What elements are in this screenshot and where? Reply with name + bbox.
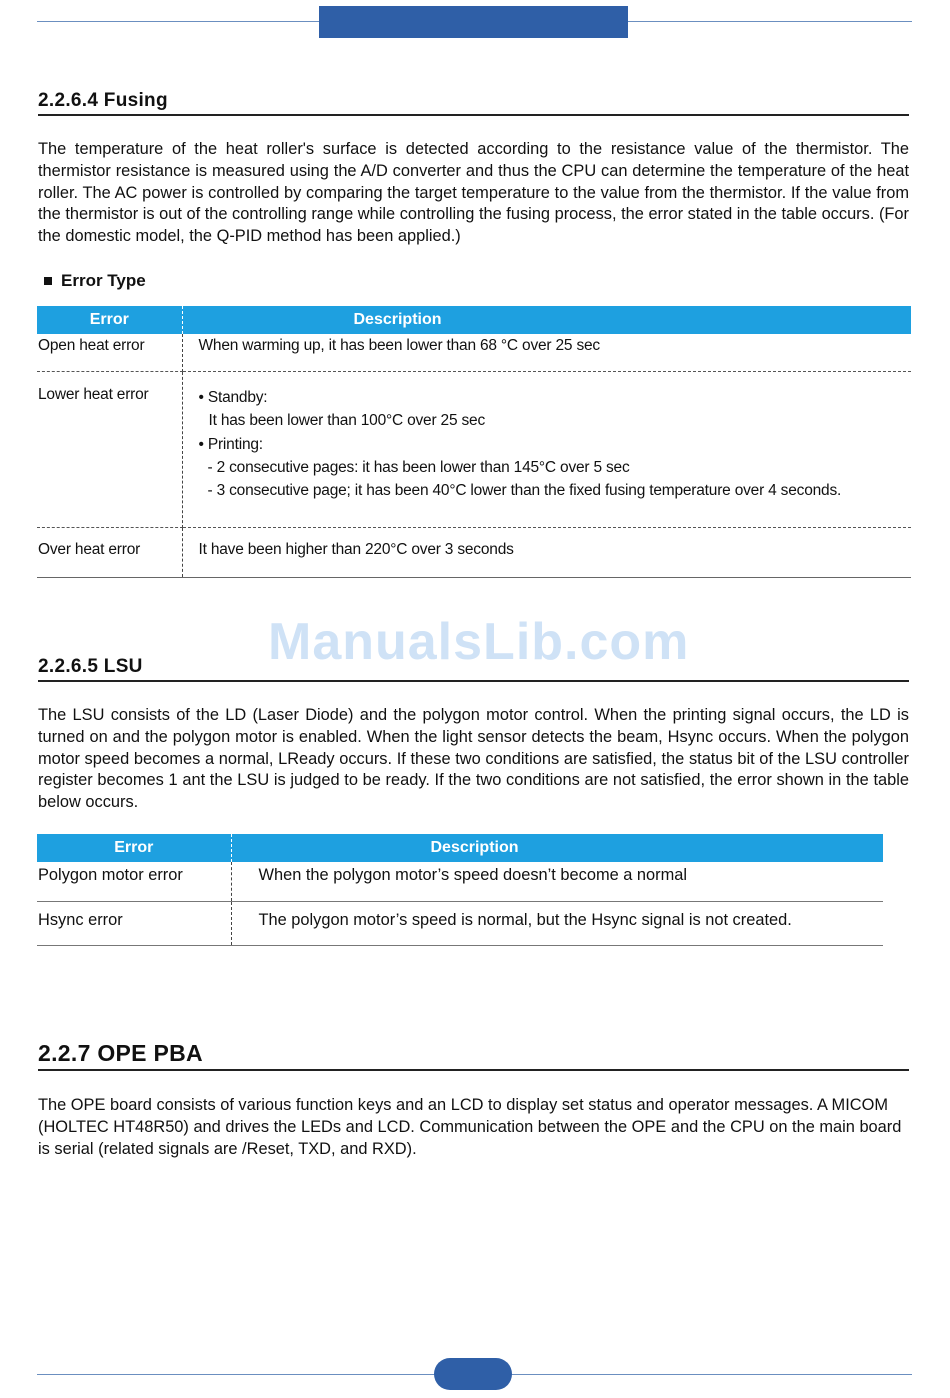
table-row bbox=[37, 334, 911, 372]
description-cell: When the polygon motor’s speed doesn’t become a normal bbox=[258, 866, 688, 884]
lsu-paragraph-wrap bbox=[38, 705, 909, 814]
description-cell: The polygon motor’s speed is normal, but the Hsync signal is not created. bbox=[258, 911, 792, 929]
fusing-heading: 2.2.6.4 Fusing bbox=[38, 90, 909, 116]
error-cell: Lower heat error bbox=[37, 372, 182, 528]
square-bullet-icon bbox=[44, 277, 52, 285]
ope-section bbox=[38, 1040, 909, 1071]
table-row bbox=[37, 372, 911, 528]
fusing-paragraph: The temperature of the heat roller's surface is detected according to the resistance value of the thermistor. The thermistor resistance is measured using the A/D converter and thus the CPU can determine the temperature of the heat roller. The AC power is controlled by comparing the target temperature to the value from the thermistor. If the value from the thermistor is out of the controlling range while controlling the fusing process, the error stated in the table occurs. (For the domestic model, the Q-PID method has been applied.) bbox=[38, 140, 909, 246]
table-row bbox=[37, 862, 883, 902]
fusing-error-table bbox=[37, 306, 911, 578]
description-line: It have been higher than 220°C over 3 seconds bbox=[198, 541, 514, 558]
lsu-heading: 2.2.6.5 LSU bbox=[38, 656, 909, 682]
description-line: It has been lower than 100°C over 25 sec bbox=[208, 412, 486, 430]
description-line: • Printing: bbox=[198, 435, 263, 453]
page-number-badge bbox=[434, 1358, 512, 1390]
ope-paragraph: The OPE board consists of various function keys and an LCD to display set status and operator messages. A MICOM (HOLTEC HT48R50) and drives the LEDs and LCD. Communication between the OPE and the CPU on the main board is serial (related signals are /Reset, TXD, and RXD). bbox=[38, 1096, 902, 1158]
fusing-paragraph-wrap bbox=[38, 139, 909, 248]
error-type-label: Error Type bbox=[61, 271, 146, 290]
description-cell bbox=[182, 334, 911, 372]
description-line: • Standby: bbox=[198, 389, 268, 406]
error-cell: Open heat error bbox=[37, 334, 182, 372]
fusing-col-description: Description bbox=[182, 306, 911, 334]
fusing-section bbox=[38, 90, 909, 116]
description-cell bbox=[182, 372, 911, 528]
ope-heading: 2.2.7 OPE PBA bbox=[38, 1040, 909, 1071]
watermark: ManualsLib.com bbox=[268, 613, 690, 671]
error-cell: Over heat error bbox=[37, 528, 182, 578]
lsu-error-table bbox=[37, 834, 883, 946]
fusing-col-error: Error bbox=[37, 306, 182, 334]
table-row bbox=[37, 528, 911, 578]
lsu-col-description: Description bbox=[231, 834, 883, 862]
description-cell bbox=[182, 528, 911, 578]
table-row bbox=[37, 902, 883, 946]
description-line: - 2 consecutive pages: it has been lower than 145°C over 5 sec bbox=[207, 458, 630, 476]
description-line: - 3 consecutive page; it has been 40°C lower than the fixed fusing temperature over 4 seconds. bbox=[207, 482, 842, 500]
lsu-section bbox=[38, 656, 909, 682]
error-type-subheading bbox=[38, 271, 909, 291]
description-line: When warming up, it has been lower than 68 °C over 25 sec bbox=[198, 337, 600, 354]
header-bar bbox=[319, 6, 628, 38]
error-cell: Polygon motor error bbox=[37, 862, 231, 902]
ope-paragraph-wrap bbox=[38, 1095, 909, 1160]
lsu-col-error: Error bbox=[37, 834, 231, 862]
error-cell: Hsync error bbox=[37, 902, 231, 946]
lsu-paragraph: The LSU consists of the LD (Laser Diode) and the polygon motor control. When the printing signal occurs, the LD is turned on and the polygon motor is enabled. When the light sensor detects the beam, Hsync occurs. When the polygon motor speed becomes a normal, LReady occurs. If these two conditions are satisfied, the status bit of the LSU controller register becomes 1 ant the LSU is judged to be ready. If the two conditions are not satisfied, the error shown in the table below occurs. bbox=[38, 706, 909, 812]
